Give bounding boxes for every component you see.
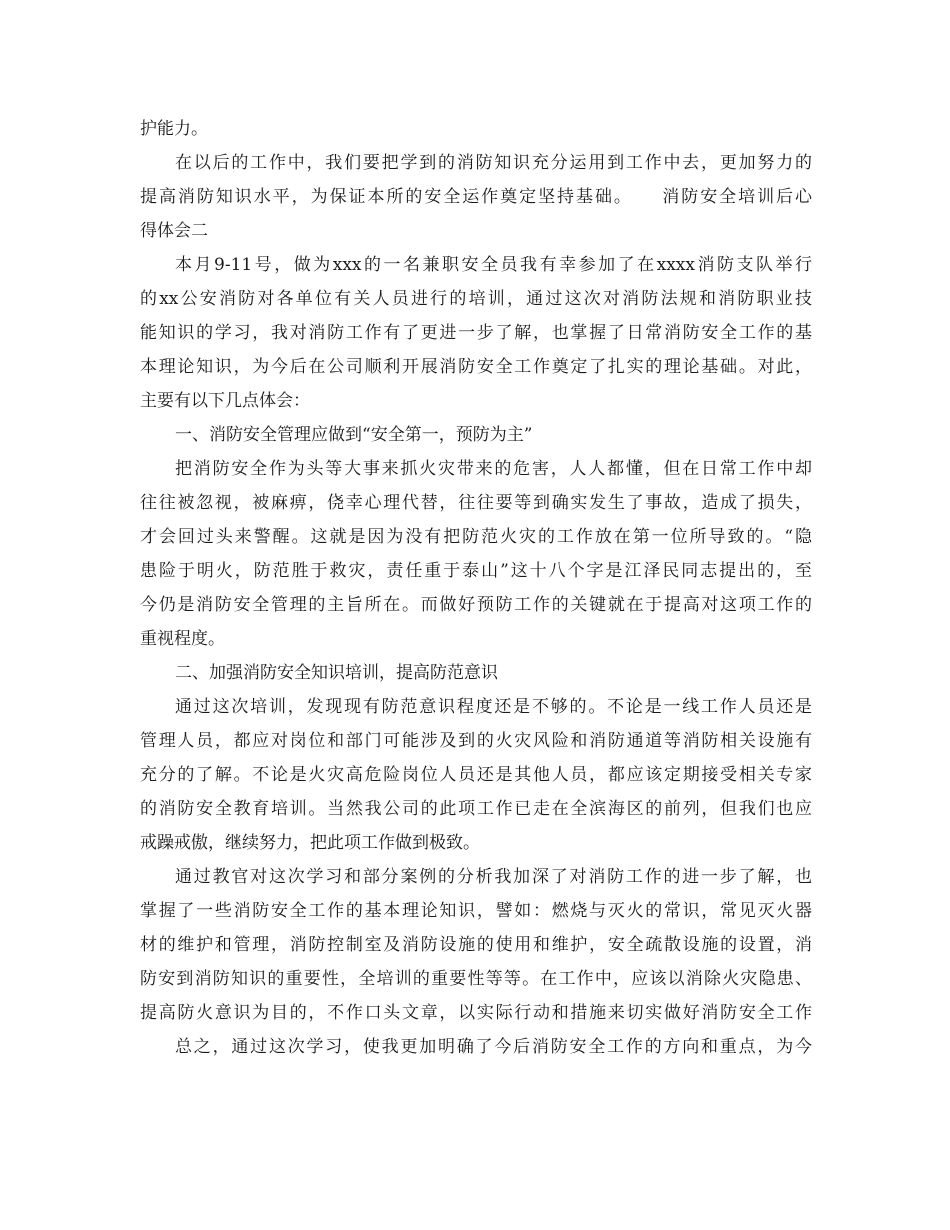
text-line: 在以后的工作中，我们要把学到的消防知识充分运用到工作中去，更加努力的: [175, 153, 812, 173]
text-line: 通过教官对这次学习和部分案例的分析我加深了对消防工作的进一步了解，也: [175, 867, 812, 887]
text-line: 掌握了一些消防安全工作的基本理论知识，譬如：燃烧与灭火的常识，常见灭火器: [140, 901, 812, 921]
text-line: 本月9-11号，做为xxx的一名兼职安全员我有幸参加了在xxxx消防支队举行: [175, 255, 812, 275]
text-line: 才会回过头来警醒。这就是因为没有把防范火灾的工作放在第一位所导致的。“隐: [140, 527, 812, 547]
text-line: 今仍是消防安全管理的主旨所在。而做好预防工作的关键就在于提高对这项工作的: [140, 595, 812, 615]
text-line: 材的维护和管理，消防控制室及消防设施的使用和维护，安全疏散设施的设置，消: [140, 935, 812, 955]
text-line: 本理论知识，为今后在公司顺利开展消防安全工作奠定了扎实的理论基础。对此，: [140, 357, 812, 377]
text-line: 提高防火意识为目的，不作口头文章，以实际行动和措施来切实做好消防安全工作: [140, 1003, 812, 1023]
text-line: 的消防安全教育培训。当然我公司的此项工作已走在全滨海区的前列，但我们也应: [140, 799, 812, 819]
text-line: 戒躁戒傲，继续努力，把此项工作做到极致。: [140, 833, 480, 853]
text-line: 充分的了解。不论是火灾高危险岗位人员还是其他人员，都应该定期接受相关专家: [140, 765, 812, 785]
text-line: 通过这次培训，发现现有防范意识程度还是不够的。不论是一线工作人员还是: [175, 697, 812, 717]
text-line: 往往被忽视，被麻痹，侥幸心理代替，往往要等到确实发生了事故，造成了损失，: [140, 493, 812, 513]
text-line: 主要有以下几点体会：: [140, 391, 310, 411]
text-line: 护能力。: [140, 119, 208, 139]
text-line: 的xx公安消防对各单位有关人员进行的培训，通过这次对消防法规和消防职业技: [140, 289, 812, 309]
text-line: 重视程度。: [140, 629, 225, 649]
text-line: 一、消防安全管理应做到“安全第一，预防为主”: [175, 425, 533, 445]
text-line: 得体会二: [140, 221, 208, 241]
text-line: 总之，通过这次学习，使我更加明确了今后消防安全工作的方向和重点，为今: [175, 1037, 812, 1057]
text-line: 患险于明火，防范胜于救灾，责任重于泰山”这十八个字是江泽民同志提出的，至: [140, 561, 812, 581]
text-line: 防安到消防知识的重要性，全培训的重要性等等。在工作中，应该以消除火灾隐患、: [140, 969, 812, 989]
document-body: [140, 112, 812, 1064]
text-line: 能知识的学习，我对消防工作有了更进一步了解，也掌握了日常消防安全工作的基: [140, 323, 812, 343]
text-line: 提高消防知识水平，为保证本所的安全运作奠定坚持基础。 消防安全培训后心: [140, 187, 812, 207]
text-line: 把消防安全作为头等大事来抓火灾带来的危害，人人都懂，但在日常工作中却: [175, 459, 812, 479]
text-line: 二、加强消防安全知识培训，提高防范意识: [175, 663, 498, 683]
text-line: 管理人员，都应对岗位和部门可能涉及到的火灾风险和消防通道等消防相关设施有: [140, 731, 812, 751]
